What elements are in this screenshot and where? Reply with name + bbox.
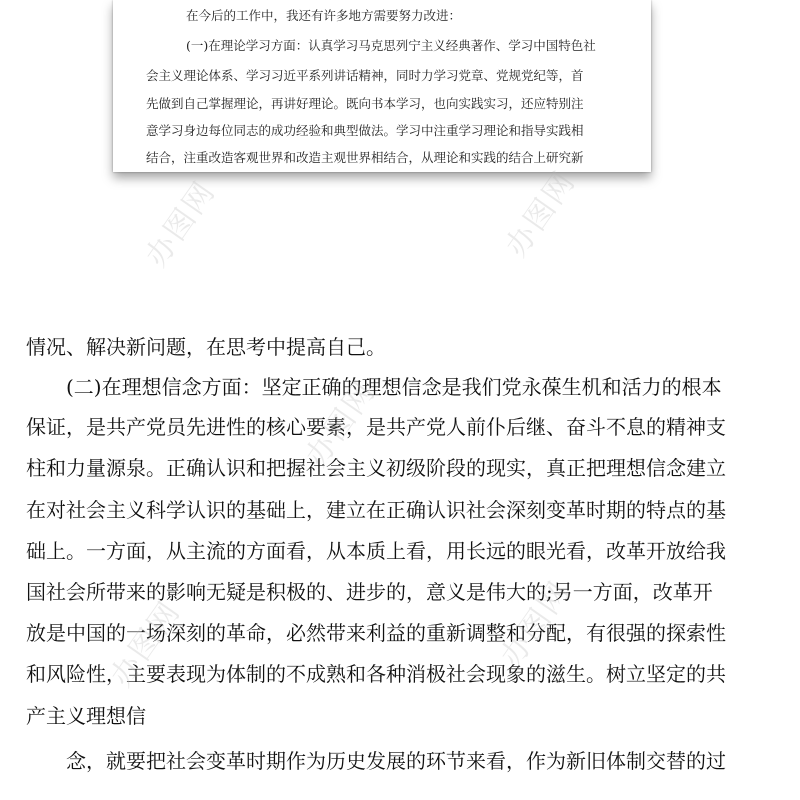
watermark: 办图网 (139, 174, 223, 274)
preview-line: 在今后的工作中，我还有许多地方需要努力改进： (186, 8, 462, 23)
body-line: (二)在理想信念方面：坚定正确的理想信念是我们党永葆生机和活力的根本 (66, 375, 722, 399)
watermark: 办图网 (104, 594, 188, 694)
body-line: 保证，是共产党员先进性的核心要素，是共产党人前仆后继、奋斗不息的精神支 (26, 415, 726, 439)
body-line: 产主义理想信 (26, 704, 146, 728)
body-line: 柱和力量源泉。正确认识和把握社会主义初级阶段的现实，真正把理想信念建立 (26, 456, 726, 480)
page-preview-card (113, 0, 651, 172)
body-line: 在对社会主义科学认识的基础上，建立在正确认识社会深刻变革时期的特点的基 (26, 498, 726, 522)
body-line: 和风险性，主要表现为体制的不成熟和各种消极社会现象的滋生。树立坚定的共 (26, 662, 726, 686)
body-line: 放是中国的一场深刻的革命，必然带来利益的重新调整和分配，有很强的探索性 (26, 621, 726, 645)
body-line: 念，就要把社会变革时期作为历史发展的环节来看，作为新旧体制交替的过 (66, 749, 726, 773)
preview-line: 会主义理论体系、学习习近平系列讲话精神，同时力学习党章、党规党纪等，首 (146, 68, 584, 83)
preview-line: (一)在理论学习方面：认真学习马克思列宁主义经典著作、学习中国特色社 (186, 38, 596, 53)
preview-line: 先做到自己掌握理论，再讲好理论。既向书本学习，也向实践实习，还应特别注 (146, 96, 584, 111)
body-line: 国社会所带来的影响无疑是积极的、进步的，意义是伟大的;另一方面，改革开 (26, 580, 713, 604)
body-line: 情况、解决新问题，在思考中提高自己。 (26, 335, 386, 359)
preview-line: 意学习身边每位同志的成功经验和典型做法。学习中注重学习理论和指导实践相 (146, 123, 584, 138)
watermark: 办图网 (494, 574, 578, 674)
body-line: 础上。一方面，从主流的方面看，从本质上看，用长远的眼光看，改革开放给我 (26, 539, 726, 563)
watermark: 办图网 (299, 374, 383, 474)
watermark: 办图网 (499, 164, 583, 264)
preview-line: 结合，注重改造客观世界和改造主观世界相结合，从理论和实践的结合上研究新 (146, 150, 584, 165)
